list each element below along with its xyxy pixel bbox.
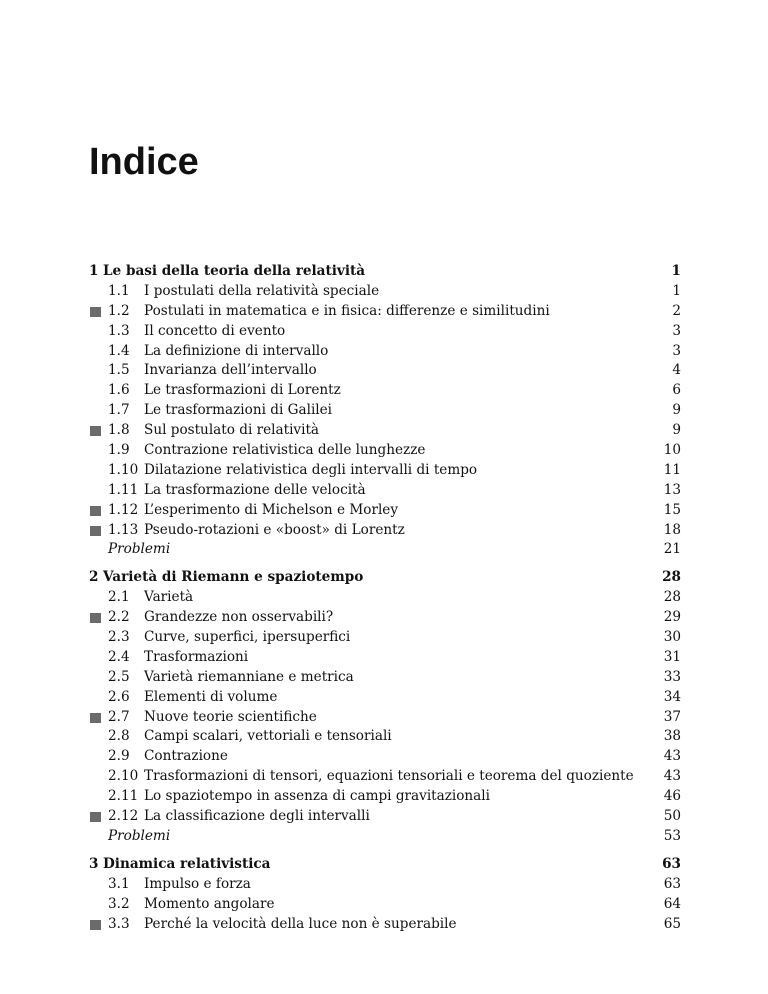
chapter-page-number: 63 <box>662 855 681 872</box>
chapter-number: 2 <box>89 569 99 586</box>
section-number: 2.8 <box>108 728 130 745</box>
section-page-number: 9 <box>672 402 681 419</box>
section-page-number: 63 <box>663 875 681 892</box>
section-page-number: 6 <box>672 382 681 399</box>
section-number: 1.2 <box>108 302 130 319</box>
chapter-title: Varietà di Riemann e spaziotempo <box>103 569 364 586</box>
section-number: 2.3 <box>108 629 130 646</box>
chapter-number: 1 <box>89 263 99 279</box>
section-number: 3.1 <box>108 875 130 892</box>
chapter-page-number: 28 <box>662 569 681 586</box>
toc-section-entry[interactable] <box>89 302 681 322</box>
toc-section-entry[interactable] <box>89 381 681 401</box>
toc-section-entry[interactable] <box>89 895 681 915</box>
section-number: 1.8 <box>108 422 130 439</box>
advanced-section-marker-icon <box>90 526 101 536</box>
toc-section-entry[interactable] <box>89 481 681 501</box>
section-page-number: 29 <box>663 609 681 626</box>
problems-page-number: 53 <box>663 827 681 844</box>
section-page-number: 31 <box>663 648 681 665</box>
section-title: Elementi di volume <box>144 688 278 705</box>
problems-page-number: 21 <box>663 541 681 558</box>
section-number: 1.7 <box>108 402 130 419</box>
advanced-section-marker-icon <box>90 713 101 723</box>
toc-chapter-1 <box>89 262 681 560</box>
toc-chapter-heading[interactable] <box>89 855 681 875</box>
section-page-number: 3 <box>672 342 681 359</box>
toc-section-entry[interactable] <box>89 342 681 362</box>
section-number: 1.6 <box>108 382 130 399</box>
section-title: Postulati in matematica e in fisica: differenze e similitudini <box>144 302 550 319</box>
toc-problems-entry[interactable] <box>89 540 681 560</box>
section-number: 1.11 <box>108 481 139 498</box>
section-title: Impulso e forza <box>144 875 251 892</box>
section-page-number: 1 <box>672 282 681 299</box>
section-number: 3.3 <box>108 915 130 932</box>
section-number: 2.2 <box>108 609 130 626</box>
section-number: 2.6 <box>108 688 130 705</box>
toc-section-entry[interactable] <box>89 708 681 728</box>
section-page-number: 18 <box>663 521 681 538</box>
toc-section-entry[interactable] <box>89 461 681 481</box>
toc-chapter-heading[interactable] <box>89 262 681 282</box>
section-title: Lo spaziotempo in assenza di campi gravitazionali <box>144 788 490 805</box>
section-title: Nuove teorie scientifiche <box>144 708 317 725</box>
section-number: 2.11 <box>108 788 139 805</box>
section-number: 1.4 <box>108 342 130 359</box>
section-title: L’esperimento di Michelson e Morley <box>144 501 399 518</box>
toc-section-entry[interactable] <box>89 322 681 342</box>
toc-chapter-3 <box>89 855 681 935</box>
advanced-section-marker-icon <box>90 920 101 930</box>
section-number: 2.12 <box>108 808 139 825</box>
section-title: I postulati della relatività speciale <box>144 282 380 299</box>
advanced-section-marker-icon <box>90 426 101 436</box>
section-title: Invarianza dell’intervallo <box>144 362 317 379</box>
section-page-number: 38 <box>663 728 681 745</box>
section-number: 1.9 <box>108 442 130 459</box>
chapter-number: 3 <box>89 855 99 872</box>
toc-section-entry[interactable] <box>89 608 681 628</box>
toc-section-entry[interactable] <box>89 361 681 381</box>
section-number: 1.3 <box>108 322 130 339</box>
advanced-section-marker-icon <box>90 812 101 822</box>
toc-chapter-2 <box>89 568 681 846</box>
toc-section-entry[interactable] <box>89 441 681 461</box>
advanced-section-marker-icon <box>90 613 101 623</box>
section-page-number: 2 <box>672 302 681 319</box>
chapter-title: Dinamica relativistica <box>103 855 271 872</box>
section-page-number: 64 <box>663 895 681 912</box>
section-number: 2.7 <box>108 708 130 725</box>
section-title: Pseudo-rotazioni e «boost» di Lorentz <box>144 521 405 538</box>
toc-section-entry[interactable] <box>89 747 681 767</box>
toc-section-entry[interactable] <box>89 421 681 441</box>
toc-section-entry[interactable] <box>89 915 681 935</box>
section-page-number: 43 <box>663 768 681 785</box>
toc-section-entry[interactable] <box>89 767 681 787</box>
section-title: Il concetto di evento <box>144 322 286 339</box>
section-page-number: 4 <box>672 362 681 379</box>
section-number: 2.9 <box>108 748 130 765</box>
toc-section-entry[interactable] <box>89 807 681 827</box>
toc-section-entry[interactable] <box>89 501 681 521</box>
section-number: 1.10 <box>108 461 139 478</box>
section-title: Varietà riemanniane e metrica <box>144 668 354 685</box>
section-page-number: 50 <box>663 808 681 825</box>
section-title: Dilatazione relativistica degli intervalli di tempo <box>144 461 478 478</box>
problems-title: Problemi <box>108 541 171 558</box>
section-number: 2.4 <box>108 648 130 665</box>
toc-chapter-heading[interactable] <box>89 568 681 588</box>
section-page-number: 9 <box>672 422 681 439</box>
section-title: Campi scalari, vettoriali e tensoriali <box>144 728 392 745</box>
section-title: Trasformazioni di tensori, equazioni tensoriali e teorema del quoziente <box>144 768 634 785</box>
section-title: La trasformazione delle velocità <box>144 481 366 498</box>
toc-section-entry[interactable] <box>89 875 681 895</box>
section-page-number: 65 <box>663 915 681 932</box>
toc-section-entry[interactable] <box>89 787 681 807</box>
section-title: La definizione di intervallo <box>144 342 329 359</box>
section-page-number: 15 <box>663 501 681 518</box>
toc-section-entry[interactable] <box>89 668 681 688</box>
toc-section-entry[interactable] <box>89 727 681 747</box>
section-number: 1.12 <box>108 501 139 518</box>
section-title: Momento angolare <box>144 895 275 912</box>
section-title: Contrazione relativistica delle lunghezze <box>144 442 426 459</box>
section-number: 2.5 <box>108 668 130 685</box>
problems-title: Problemi <box>108 827 171 844</box>
section-page-number: 11 <box>663 461 681 478</box>
section-page-number: 43 <box>663 748 681 765</box>
section-number: 3.2 <box>108 895 130 912</box>
section-title: Le trasformazioni di Galilei <box>144 402 333 419</box>
toc-section-entry[interactable] <box>89 588 681 608</box>
section-page-number: 34 <box>663 688 681 705</box>
section-number: 1.5 <box>108 362 130 379</box>
section-title: La classificazione degli intervalli <box>144 808 370 825</box>
section-title: Contrazione <box>144 748 228 765</box>
section-page-number: 10 <box>663 442 681 459</box>
section-number: 1.1 <box>108 282 130 299</box>
toc-section-entry[interactable] <box>89 688 681 708</box>
section-title: Le trasformazioni di Lorentz <box>144 382 341 399</box>
table-of-contents <box>89 262 681 942</box>
toc-section-entry[interactable] <box>89 648 681 668</box>
advanced-section-marker-icon <box>90 307 101 317</box>
toc-section-entry[interactable] <box>89 401 681 421</box>
section-number: 2.1 <box>108 589 130 606</box>
advanced-section-marker-icon <box>90 506 101 516</box>
section-page-number: 13 <box>663 481 681 498</box>
section-title: Grandezze non osservabili? <box>144 609 334 626</box>
toc-section-entry[interactable] <box>89 282 681 302</box>
section-title: Varietà <box>144 589 194 606</box>
section-title: Trasformazioni <box>144 648 249 665</box>
section-page-number: 28 <box>663 589 681 606</box>
section-page-number: 30 <box>663 629 681 646</box>
section-number: 1.13 <box>108 521 139 538</box>
toc-section-entry[interactable] <box>89 521 681 541</box>
section-page-number: 37 <box>663 708 681 725</box>
section-page-number: 46 <box>663 788 681 805</box>
section-page-number: 3 <box>672 322 681 339</box>
section-title: Perché la velocità della luce non è superabile <box>144 915 457 932</box>
toc-problems-entry[interactable] <box>89 827 681 847</box>
toc-section-entry[interactable] <box>89 628 681 648</box>
chapter-title: Le basi della teoria della relatività <box>103 263 366 279</box>
chapter-page-number: 1 <box>671 263 681 279</box>
section-page-number: 33 <box>663 668 681 685</box>
section-title: Sul postulato di relatività <box>144 422 320 439</box>
section-title: Curve, superfici, ipersuperfici <box>144 629 351 646</box>
section-number: 2.10 <box>108 768 139 785</box>
page-title: Indice <box>89 141 199 183</box>
